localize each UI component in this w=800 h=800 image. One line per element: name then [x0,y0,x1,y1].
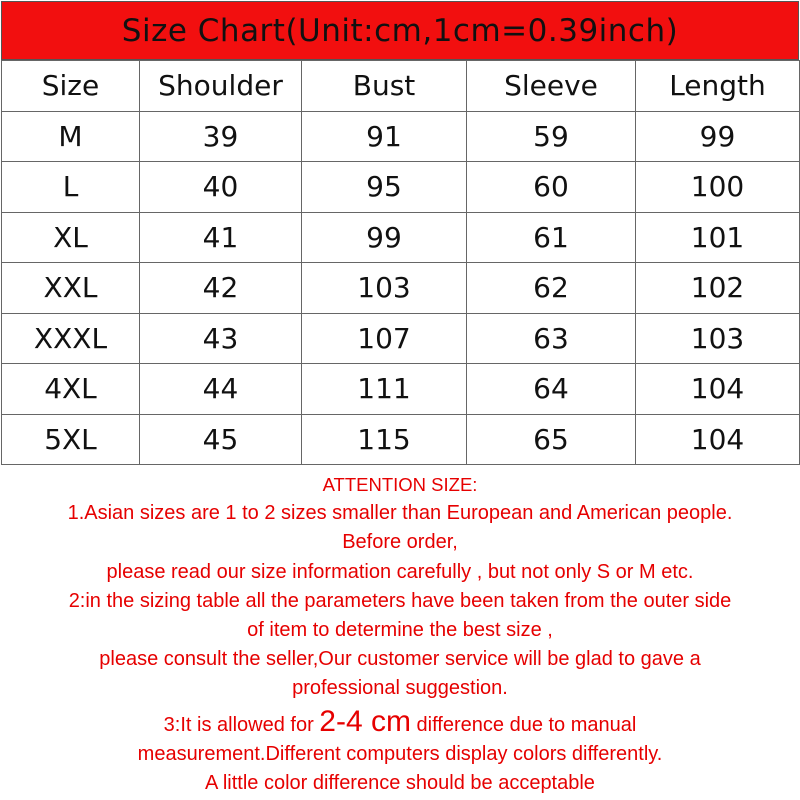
cell-length: 101 [636,212,800,263]
table-row [2,212,800,263]
notes-line: please consult the seller,Our customer service will be glad to gave a [99,648,701,671]
table-header-row [2,61,800,112]
cell-shoulder: 39 [140,111,302,162]
cell-shoulder: 41 [140,212,302,263]
cell-sleeve: 64 [467,364,636,415]
cell-length: 102 [636,263,800,314]
header-length: Length [636,61,800,112]
cell-size: XL [2,212,140,263]
banner-title: Size Chart(Unit:cm,1cm=0.39inch) [121,12,679,49]
cell-size: XXL [2,263,140,314]
notes-heading: ATTENTION SIZE: [322,474,478,495]
cell-shoulder: 42 [140,263,302,314]
cell-size: 4XL [2,364,140,415]
cell-sleeve: 60 [467,162,636,213]
notes-line: please read our size information carefully , but not only S or M etc. [106,560,694,583]
notes-line: A little color difference should be acceptable [205,771,595,794]
notes-line: Before order, [342,531,458,554]
size-chart-banner [1,1,799,60]
cell-length: 104 [636,414,800,465]
cell-shoulder: 44 [140,364,302,415]
header-size: Size [2,61,140,112]
tolerance-value: 2-4 cm [319,704,411,738]
header-bust: Bust [302,61,467,112]
tolerance-prefix: 3:It is allowed for [163,713,320,736]
tolerance-suffix: difference due to manual [410,713,637,736]
cell-length: 99 [636,111,800,162]
cell-bust: 91 [302,111,467,162]
table-row [2,313,800,364]
table-row [2,364,800,415]
table-row [2,162,800,213]
size-table [1,60,800,465]
cell-bust: 107 [302,313,467,364]
notes-line: 2:in the sizing table all the parameters have been taken from the outer side [68,589,732,612]
cell-shoulder: 40 [140,162,302,213]
cell-length: 103 [636,313,800,364]
cell-bust: 103 [302,263,467,314]
header-sleeve: Sleeve [467,61,636,112]
cell-size: M [2,111,140,162]
cell-shoulder: 45 [140,414,302,465]
cell-sleeve: 59 [467,111,636,162]
notes-line: 1.Asian sizes are 1 to 2 sizes smaller than European and American people. [67,502,733,525]
cell-sleeve: 63 [467,313,636,364]
cell-sleeve: 65 [467,414,636,465]
notes-line: measurement.Different computers display colors differently. [137,742,663,765]
table-row [2,414,800,465]
cell-length: 100 [636,162,800,213]
cell-size: XXXL [2,313,140,364]
attention-notes [0,470,800,798]
cell-bust: 95 [302,162,467,213]
cell-sleeve: 61 [467,212,636,263]
table-row [2,111,800,162]
notes-line: professional suggestion. [292,677,508,700]
cell-shoulder: 43 [140,313,302,364]
cell-length: 104 [636,364,800,415]
notes-line-tolerance [0,704,800,740]
notes-line: of item to determine the best size , [247,618,553,641]
table-row [2,263,800,314]
cell-bust: 99 [302,212,467,263]
cell-bust: 115 [302,414,467,465]
header-shoulder: Shoulder [140,61,302,112]
cell-size: 5XL [2,414,140,465]
cell-size: L [2,162,140,213]
cell-sleeve: 62 [467,263,636,314]
cell-bust: 111 [302,364,467,415]
